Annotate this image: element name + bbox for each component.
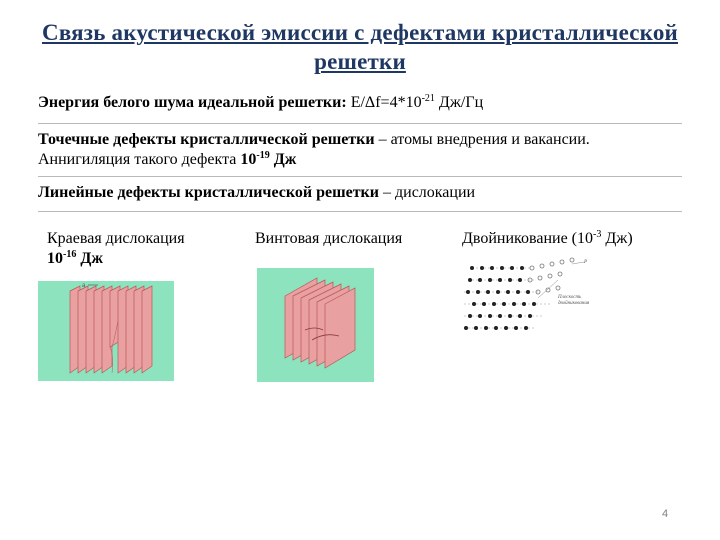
point-defects-line [38, 130, 590, 150]
edge-dislocation-image [38, 281, 174, 381]
energy-label: Энергия белого шума идеальной решетки: [38, 94, 347, 111]
divider [38, 211, 682, 212]
svg-text:P: P [584, 260, 588, 265]
slide-title [20, 18, 700, 76]
line-defects-bold: Линейные дефекты кристаллической решетки [38, 184, 379, 201]
annihilation-unit: Дж [269, 151, 297, 168]
edge-dislocation-label [47, 229, 185, 269]
annihilation-line [38, 150, 296, 170]
twinning-exp: -3 [593, 229, 602, 240]
twinning-title: Двойникование (10 [462, 230, 594, 247]
edge-value-exp: -16 [63, 249, 77, 260]
edge-value-base: 10 [47, 250, 63, 267]
point-defects-bold: Точечные дефекты кристаллической решетки [38, 131, 375, 148]
energy-formula-base: E/Δf=4*10 [346, 94, 422, 111]
slide-title-line2: решетки [314, 49, 406, 74]
annihilation-base: 10 [240, 151, 257, 168]
screw-dislocation-label: Винтовая дислокация [255, 230, 403, 247]
annihilation-exp: -19 [256, 150, 270, 161]
energy-formula-unit: Дж/Гц [434, 94, 484, 111]
svg-text:Плоскость: Плоскость [558, 295, 582, 300]
svg-text:a: a [82, 283, 86, 289]
divider [38, 176, 682, 177]
edge-dislocation-title: Краевая дислокация [47, 230, 185, 247]
line-defects-rest: – дислокации [378, 184, 476, 201]
slide-title-line1: Связь акустической эмиссии с дефектами кристаллической [42, 20, 678, 45]
screw-dislocation-image [257, 268, 374, 382]
energy-line [38, 93, 483, 113]
page-number: 4 [662, 508, 669, 520]
edge-value-unit: Дж [76, 250, 103, 267]
point-defects-rest: – атомы внедрения и вакансии. [374, 131, 590, 148]
annihilation-text: Аннигиляция такого дефекта [38, 151, 241, 168]
twinning-unit: Дж) [601, 230, 633, 247]
twinning-label [462, 229, 633, 249]
svg-text:двойникования: двойникования [558, 301, 590, 306]
divider [38, 123, 682, 124]
energy-formula-exp: -21 [421, 93, 435, 104]
twinning-lattice-image [462, 256, 594, 336]
line-defects-line [38, 183, 475, 203]
